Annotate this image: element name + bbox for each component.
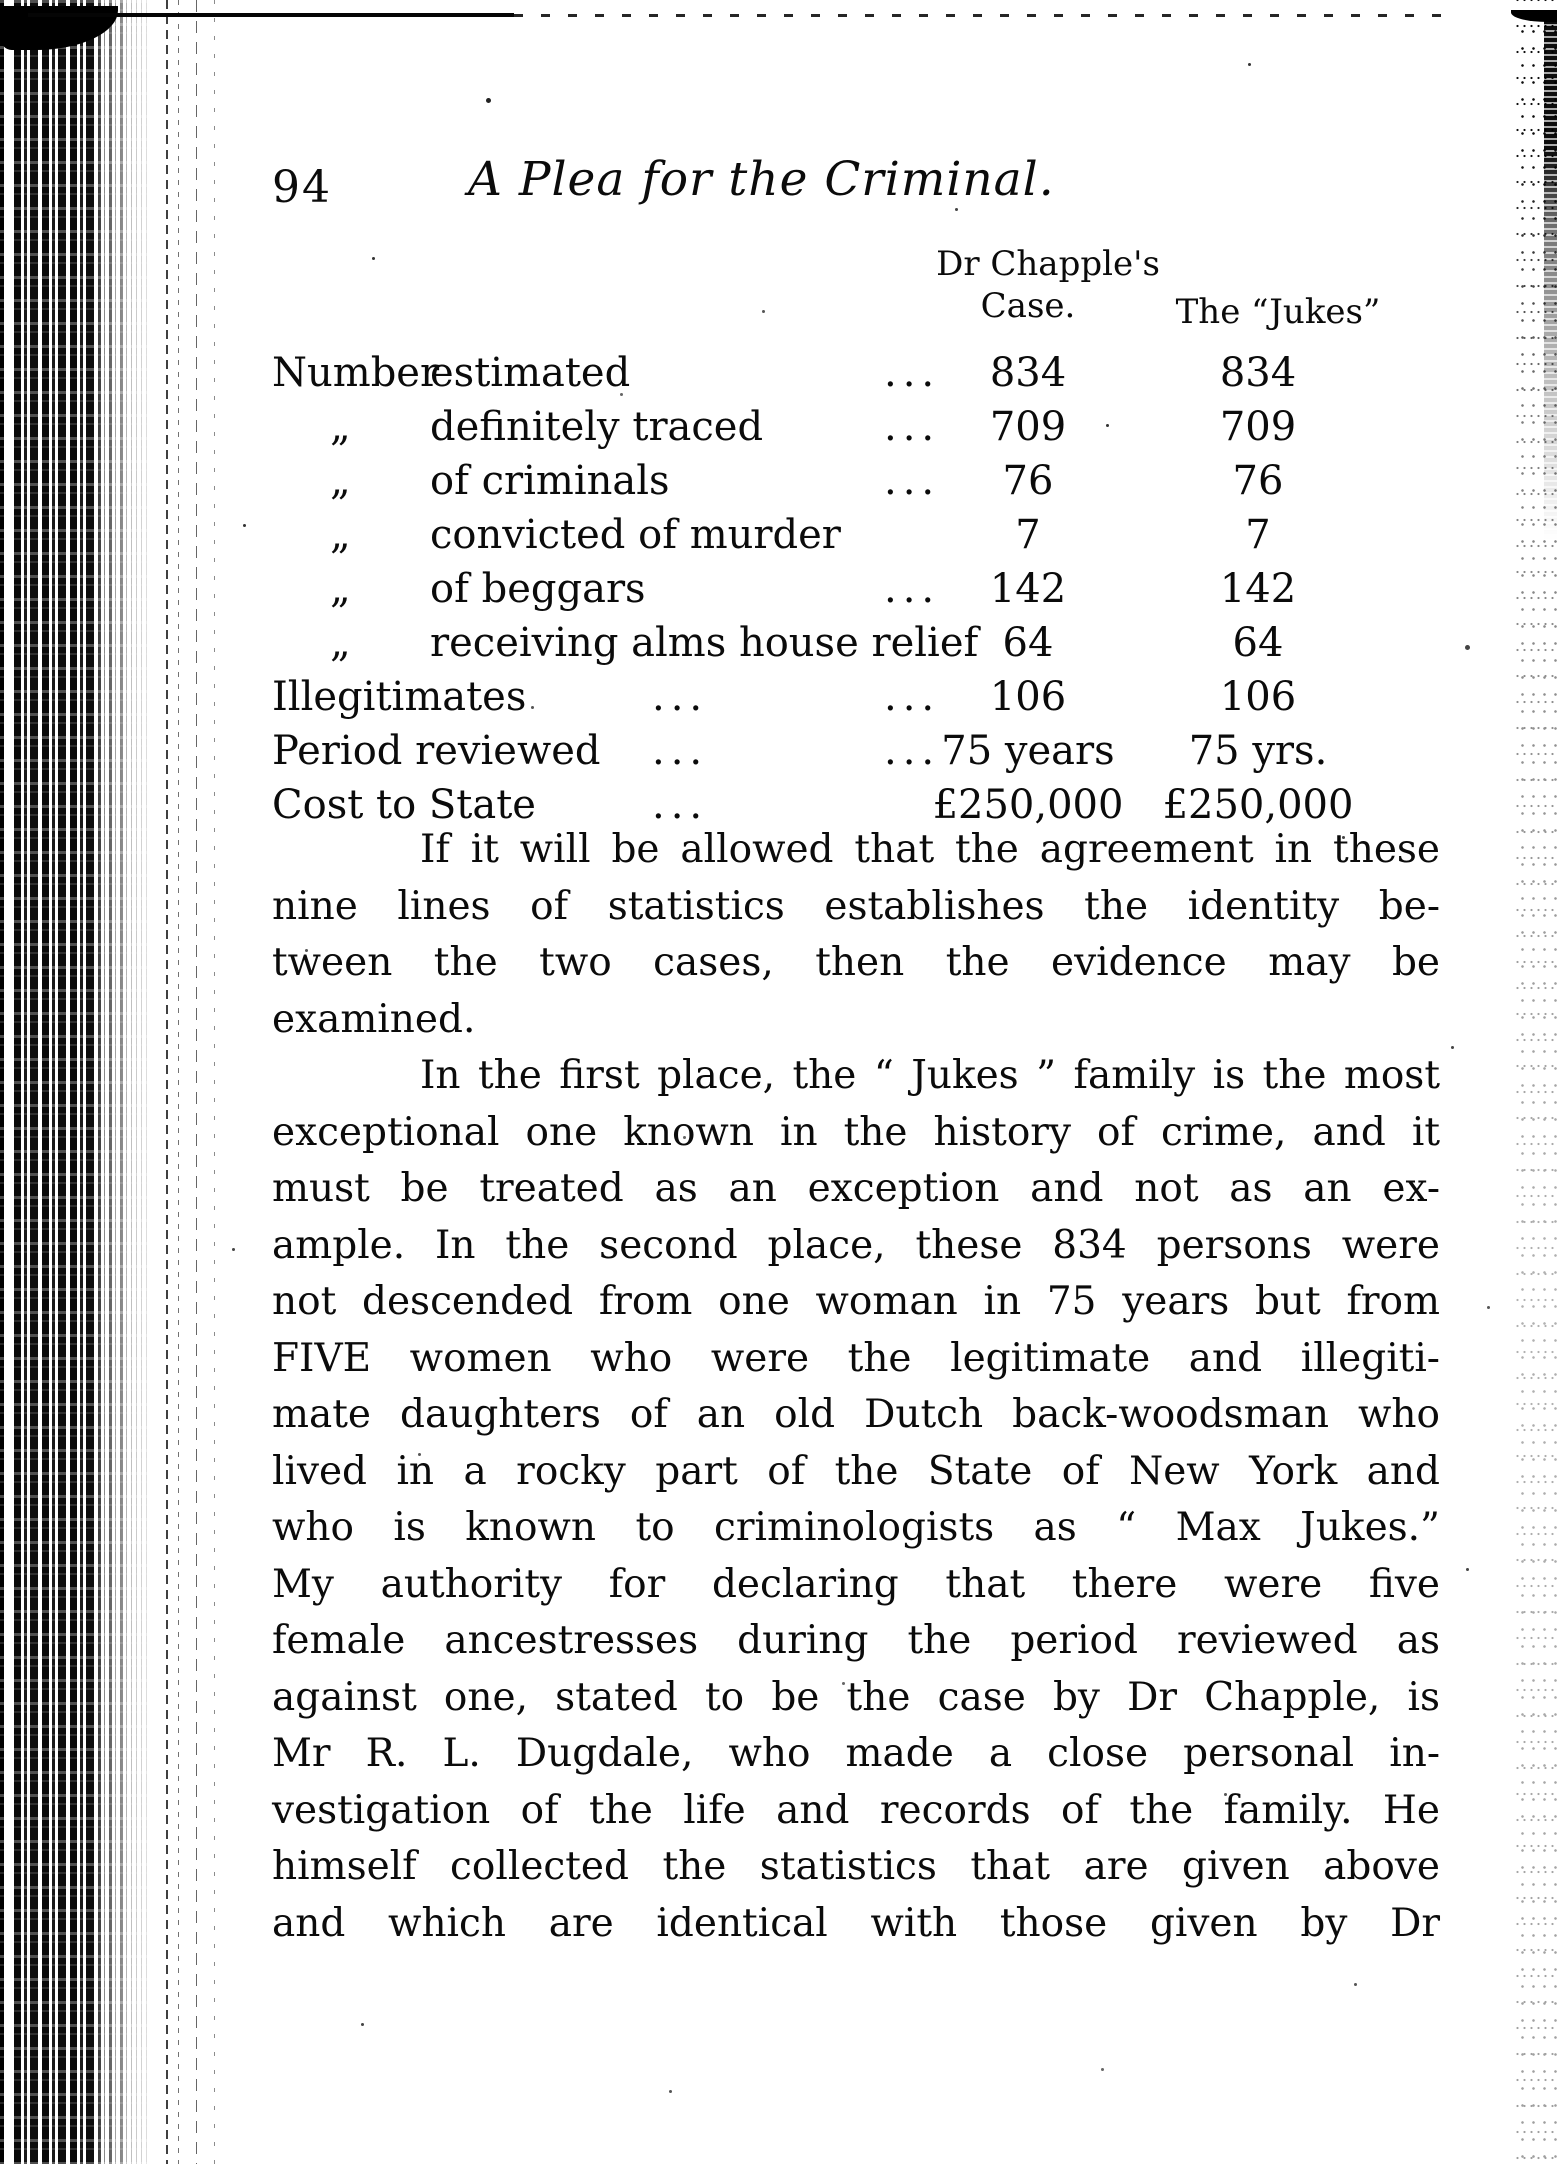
text-line: must be treated as an exception and not as an ex- <box>272 1166 1440 1211</box>
jukes-value: 834 <box>1219 350 1297 396</box>
leader-dots: ... <box>884 728 941 774</box>
jukes-value: 75 yrs. <box>1188 728 1328 774</box>
row-label: convicted of murder <box>430 512 841 558</box>
text-line: nine lines of statistics establishes the identity be- <box>272 883 1440 929</box>
chapple-case-value: 76 <box>1002 458 1054 504</box>
scan-dust-speckles <box>0 0 3 3</box>
row-label: definitely traced <box>430 404 764 450</box>
chapple-case-value: 7 <box>1015 512 1041 558</box>
table-row <box>272 724 1440 778</box>
text-line: lived in a rocky part of the State of New York and <box>272 1448 1440 1494</box>
row-label: receiving alms house relief <box>430 620 979 666</box>
leader-dots: ... <box>884 404 941 450</box>
running-title: A Plea for the Criminal. <box>468 152 1055 207</box>
jukes-value: £250,000 <box>1162 782 1354 828</box>
chapple-case-value: 142 <box>989 566 1067 612</box>
book-binding-gutter <box>0 0 160 2164</box>
table-column-headers <box>272 240 1440 346</box>
text-line: himself collected the statistics that are given above <box>272 1844 1440 1889</box>
jukes-value: 64 <box>1232 620 1284 666</box>
body-text <box>272 822 1440 1952</box>
text-line: ample. In the second place, these 834 persons were <box>272 1222 1440 1268</box>
chapple-case-value: 64 <box>1002 620 1054 666</box>
table-row <box>272 400 1440 454</box>
table-row <box>272 346 1440 400</box>
binding-streak <box>214 0 215 2164</box>
text-line: exceptional one known in the history of crime, and it <box>272 1109 1440 1155</box>
jukes-value: 7 <box>1245 512 1271 558</box>
text-line: and which are identical with those given by Dr <box>272 1900 1440 1946</box>
text-line: examined. <box>272 996 476 1042</box>
leader-dots: ... <box>884 458 941 504</box>
chapple-case-value: 834 <box>989 350 1067 396</box>
table-row <box>272 670 1440 724</box>
text-line: Mr R. L. Dugdale, who made a close personal in- <box>272 1731 1440 1776</box>
page-header <box>272 152 1440 222</box>
text-line: not descended from one woman in 75 years but from <box>272 1279 1440 1324</box>
row-prefix: „ <box>330 404 351 450</box>
row-label: Cost to State <box>272 782 536 828</box>
row-label: Illegitimates <box>272 674 527 720</box>
text-line: If it will be allowed that the agreement in these <box>420 827 1440 872</box>
text-line: female ancestresses during the period reviewed as <box>272 1618 1440 1663</box>
column-header-chapple-line2: Case. <box>980 286 1076 326</box>
chapple-case-value: 106 <box>989 674 1067 720</box>
jukes-value: 142 <box>1219 566 1297 612</box>
scan-top-edge-line <box>28 13 514 17</box>
row-prefix: „ <box>330 620 351 666</box>
row-label: of beggars <box>430 566 646 612</box>
page-number: 94 <box>272 162 332 213</box>
scan-right-speckles <box>1513 0 1557 2164</box>
leader-dots: ... <box>884 350 941 396</box>
row-label: Period reviewed <box>272 728 601 774</box>
leader-dots: ... <box>652 782 709 828</box>
row-prefix: „ <box>330 512 351 558</box>
row-prefix: „ <box>330 458 351 504</box>
row-prefix: Number <box>272 350 440 396</box>
text-line: vestigation of the life and records of the family. He <box>272 1787 1440 1833</box>
text-line: My authority for declaring that there were five <box>272 1561 1440 1607</box>
row-label: estimated <box>430 350 631 396</box>
column-header-chapple-line1: Dr Chapple's <box>936 244 1160 284</box>
column-header-jukes: The “Jukes” <box>1175 292 1381 332</box>
table-rows <box>272 346 1440 832</box>
row-label: of criminals <box>430 458 670 504</box>
scan-top-edge-line-dashed <box>514 14 1454 17</box>
text-line: tween the two cases, then the evidence may be <box>272 940 1440 985</box>
chapple-case-value: 75 years <box>941 728 1115 774</box>
binding-streak <box>178 0 179 2164</box>
leader-dots: ... <box>884 674 941 720</box>
binding-streak <box>196 0 197 2164</box>
leader-dots: ... <box>884 566 941 612</box>
table-row <box>272 454 1440 508</box>
text-line: who is known to criminologists as “ Max Jukes.” <box>272 1505 1440 1550</box>
jukes-value: 709 <box>1219 404 1297 450</box>
binding-streak <box>166 0 168 2164</box>
row-prefix: „ <box>330 566 351 612</box>
jukes-value: 106 <box>1219 674 1297 720</box>
jukes-value: 76 <box>1232 458 1284 504</box>
leader-dots: ... <box>652 728 709 774</box>
text-line: against one, stated to be the case by Dr Chapple, is <box>272 1674 1440 1720</box>
table-row <box>272 616 1440 670</box>
chapple-case-value: £250,000 <box>932 782 1124 828</box>
table-row <box>272 562 1440 616</box>
text-line: In the first place, the “ Jukes ” family is the most <box>420 1053 1440 1098</box>
text-line: FIVE women who were the legitimate and illegiti- <box>272 1335 1440 1381</box>
leader-dots: ... <box>652 674 709 720</box>
chapple-case-value: 709 <box>989 404 1067 450</box>
table-row <box>272 508 1440 562</box>
text-line: mate daughters of an old Dutch back-woodsman who <box>272 1392 1440 1437</box>
statistics-table <box>272 240 1440 832</box>
